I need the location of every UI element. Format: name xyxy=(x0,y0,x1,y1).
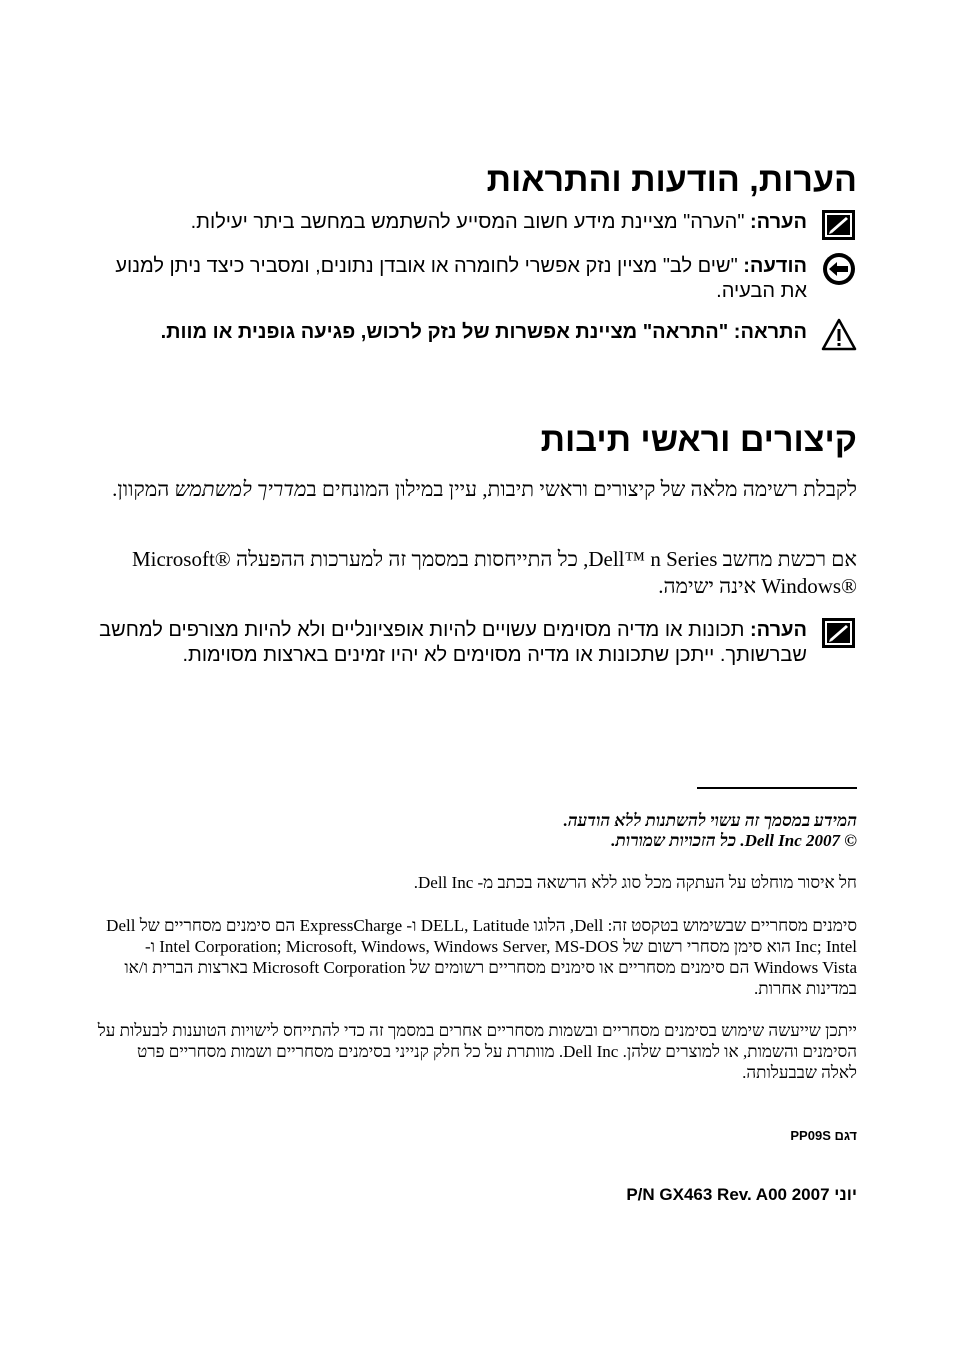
caution-triangle-icon xyxy=(821,318,857,352)
abbr-paragraph-2 xyxy=(97,546,857,600)
para2-part-c: אינה ישימה. xyxy=(658,574,762,598)
note-2-body: תכונות או מדיה מסוימים עשויים להיות אופציונליים ולא להיות מצורפים למחשב שברשותך. ייתכן שתכונות או מדיה מסוימים לא יהיו זמינים בארצות מסוימות. xyxy=(99,619,807,666)
note-2-text xyxy=(97,618,807,668)
note-body: "הערה" מציינת מידע חשוב המסייע להשתמש במחשב ביתר יעילות. xyxy=(190,211,751,233)
notice-label: הודעה: xyxy=(743,255,807,277)
caution-text xyxy=(97,320,807,345)
note-2-label: הערה: xyxy=(750,619,807,641)
notice-block xyxy=(97,254,857,304)
caution-block xyxy=(97,320,857,352)
note-block xyxy=(97,210,857,242)
section-title-abbreviations: קיצורים וראשי תיבות xyxy=(540,421,857,459)
notice-text xyxy=(97,254,807,304)
users-guide-title: מדריך למשתמש xyxy=(174,477,307,501)
legal-trademarks: סימנים מסחריים שבשימוש בטקסט זה: Dell, הלוגו DELL, Latitude ו- ExpressCharge הם סימנים מסחריים של Dell Inc; Intel הוא סימן מסחרי רשום של Intel Corporation; Microsoft, Windows, Windows Server, MS-DOS ו- Windows Vista הם סימנים מסחריים או סימנים מסחריים רשומים של Microsoft Corporation בארצות הברית ו/או במדינות אחרות. xyxy=(106,916,857,998)
caution-body: "התראה" מציינת אפשרות של נזק לרכוש, פגיעה גופנית או מוות. xyxy=(160,321,734,343)
note-label: הערה: xyxy=(750,211,807,233)
note-block-2 xyxy=(97,618,857,668)
notice-arrow-icon xyxy=(821,252,857,286)
para2-part-a: אם רכשת מחשב xyxy=(717,547,857,571)
section-title-notes: הערות, הודעות והתראות xyxy=(486,161,857,199)
legal-reproduction: חל איסור מוחלט על העתקה מכל סוג ללא הרשאה בכתב מ- Dell Inc. xyxy=(413,873,857,892)
para2-part-b: , כל התייחסות במסמך זה למערכות ההפעלה xyxy=(230,547,589,571)
para1-part-a: לקבלת רשימה מלאה של קיצורים וראשי תיבות, עיין במילון המונחים ב xyxy=(306,477,857,501)
legal-other-trademarks: ייתכן שייעשה שימוש בסימנים מסחריים ובשמות מסחריים אחרים במסמך זה כדי להתייחס לישויות הטוענות לבעלות על הסימנים והשמות, או למוצרים שלהן. Dell Inc. מוותרת על כל חלק קנייני בסימנים מסחריים ושמות מסחריים פרט לאלה שבבעלותה. xyxy=(97,1021,857,1082)
microsoft-windows: Microsoft® Windows® xyxy=(131,547,857,598)
model-number: דגם PP09S xyxy=(790,1128,857,1143)
revision-info: יוני 2007 P/N GX463 Rev. A00 xyxy=(626,1185,857,1204)
para1-part-b: המקוון. xyxy=(112,477,175,501)
notice-body: "שים לב" מציין נזק אפשרי לחומרה או אובדן נתונים, ומסביר כיצד ניתן למנוע את הבעיה. xyxy=(115,255,807,302)
legal-subject-to-change: המידע במסמך זה עשוי להשתנות ללא הודעה. xyxy=(563,811,857,830)
section-notes-heading-wrap xyxy=(97,160,857,200)
abbr-paragraph-1 xyxy=(97,476,857,503)
abbr-paragraph-2-text xyxy=(97,546,857,600)
note-text xyxy=(97,210,807,235)
pencil-note-icon xyxy=(821,208,857,242)
dell-n-series: Dell™ n Series xyxy=(588,547,718,571)
abbr-paragraph-1-text xyxy=(97,476,857,503)
pencil-note-icon xyxy=(821,616,857,650)
section-abbr-heading-wrap xyxy=(97,420,857,460)
legal-copyright: © 2007 Dell Inc. כל הזכויות שמורות. xyxy=(611,831,857,850)
separator-rule xyxy=(697,787,857,789)
caution-label: התראה: xyxy=(733,321,807,343)
